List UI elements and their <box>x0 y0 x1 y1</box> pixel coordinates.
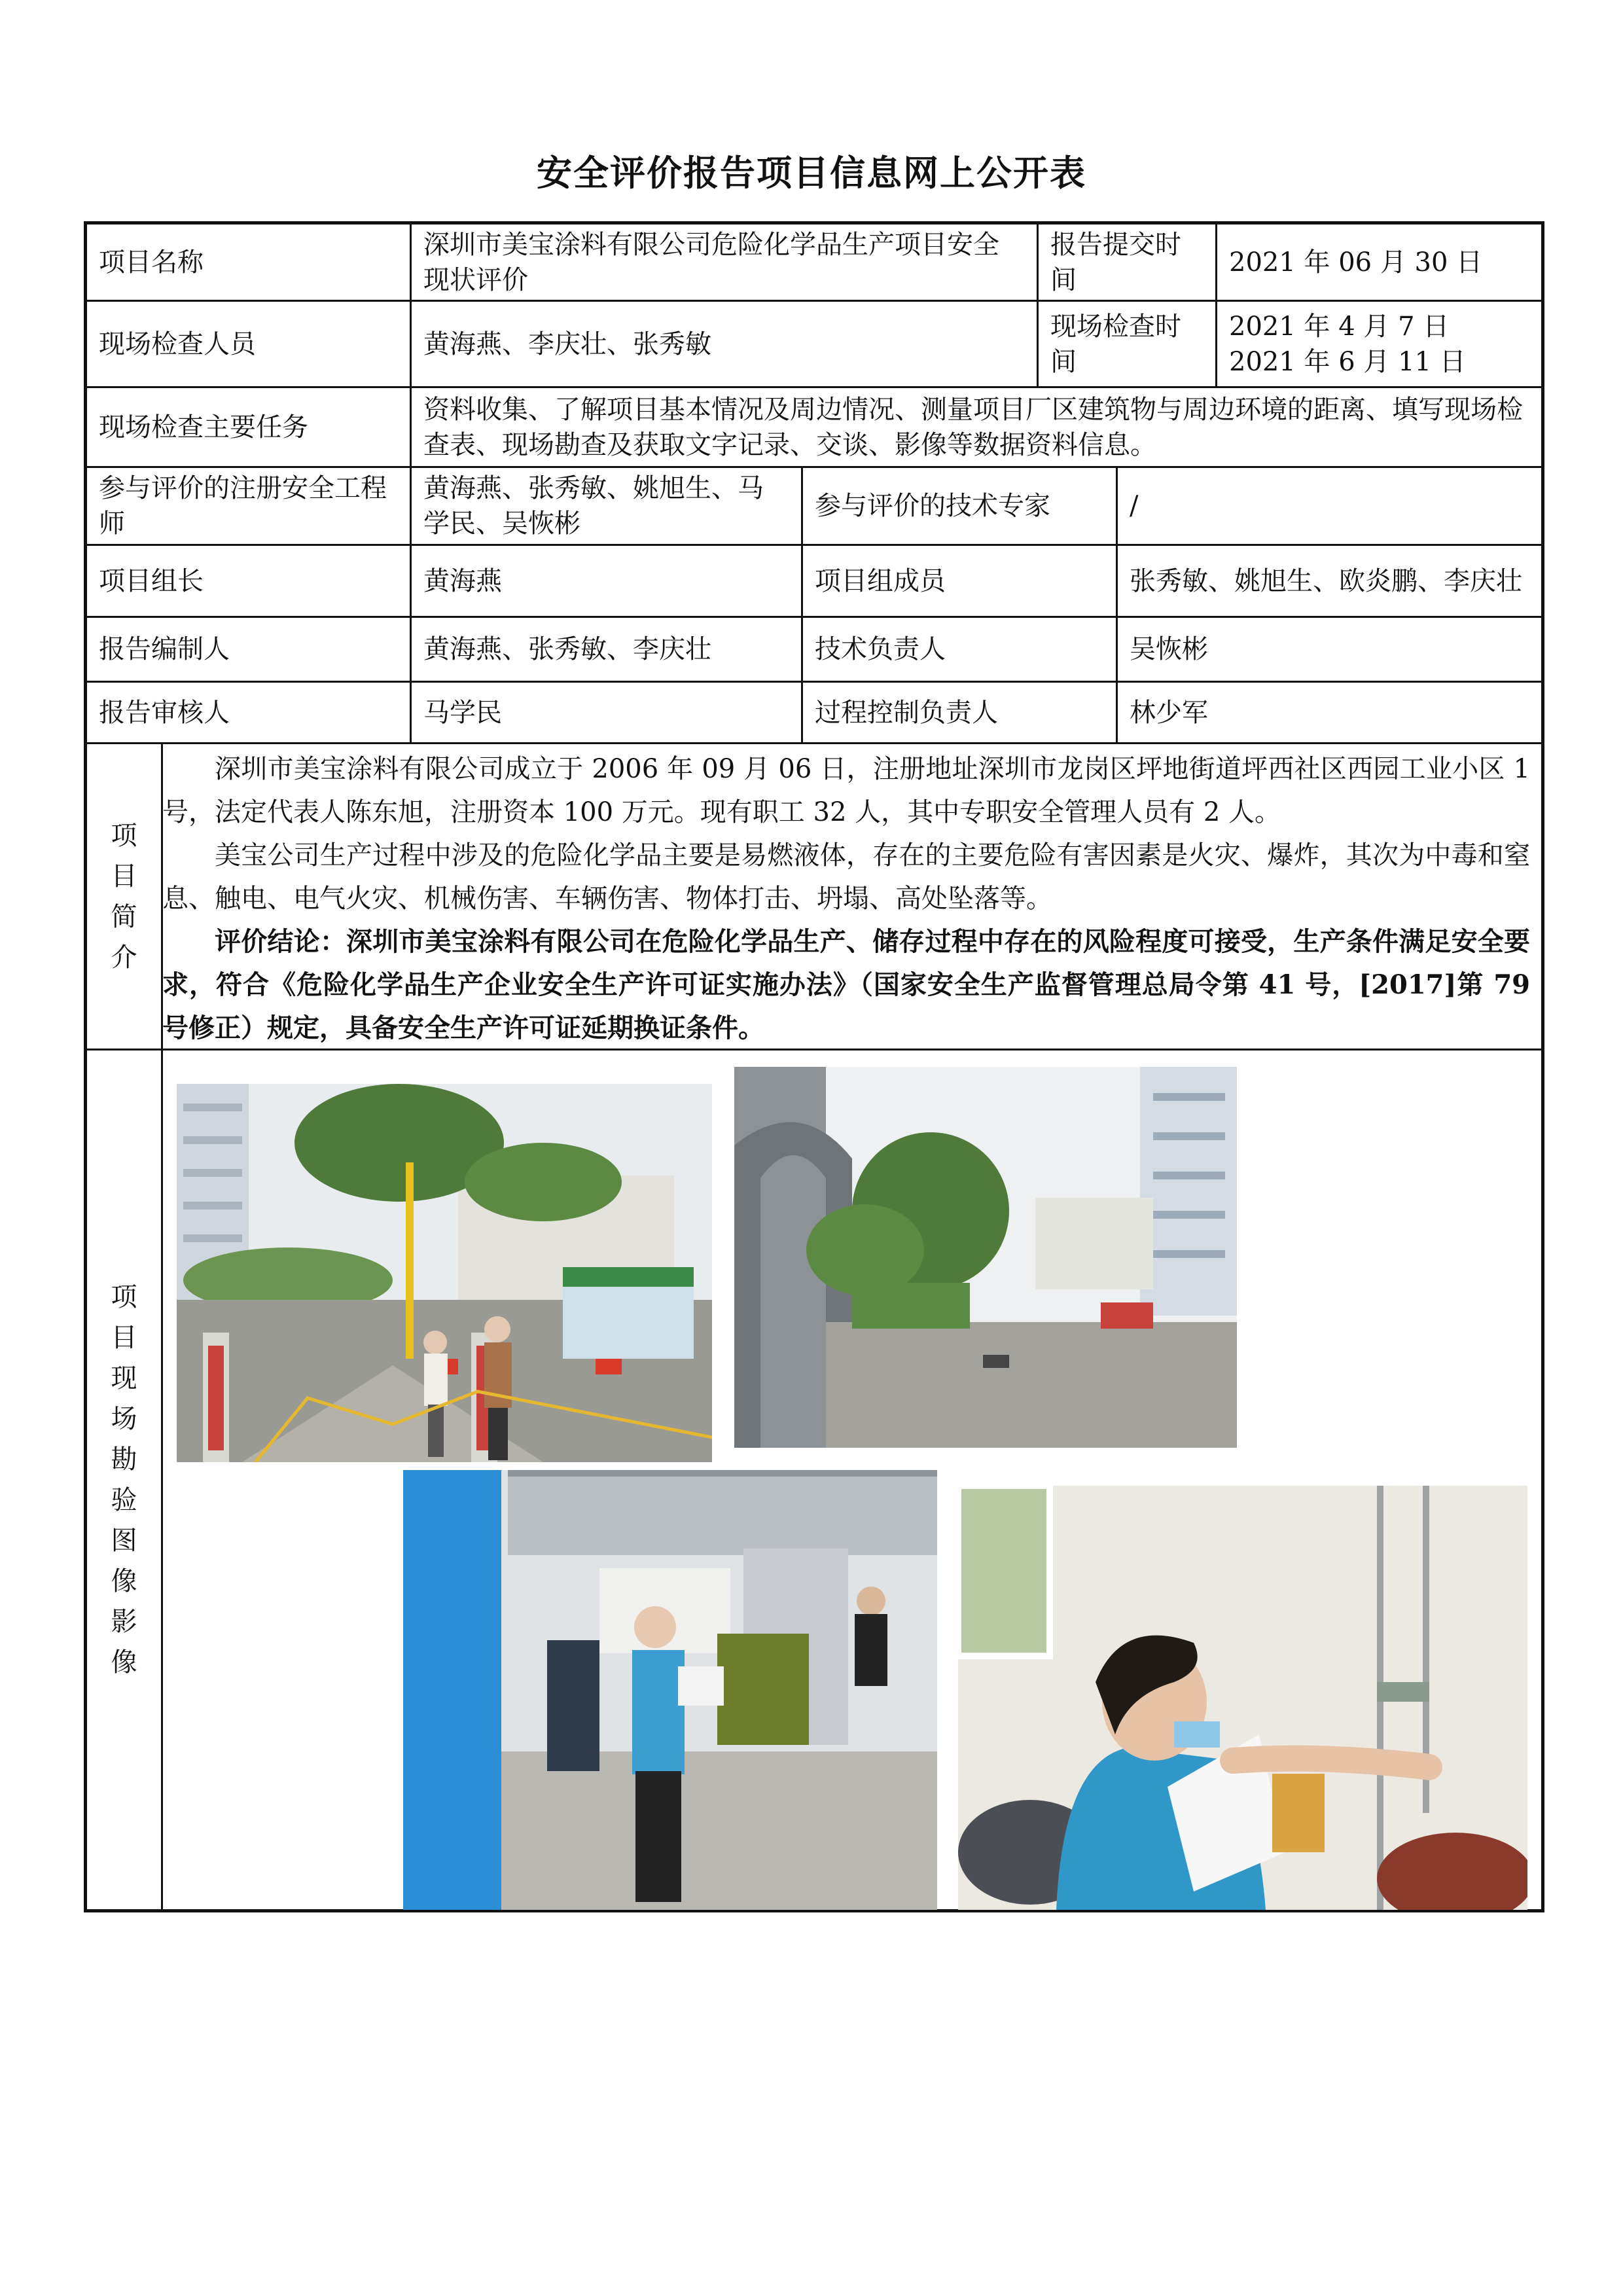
vertical-label-char: 影 <box>111 1607 137 1637</box>
label-submit-time: 报告提交时间 <box>1050 229 1181 295</box>
label-experts: 参与评价的技术专家 <box>815 491 1050 521</box>
label-tasks: 现场检查主要任务 <box>99 412 308 442</box>
vertical-label-char: 像 <box>111 1647 137 1677</box>
value-reviewer: 马学民 <box>423 697 502 728</box>
vertical-label-char: 图 <box>111 1526 137 1556</box>
value-inspection-time: 2021 年 4 月 7 日 2021 年 6 月 11 日 <box>1229 311 1466 377</box>
label-inspection-time: 现场检查时间 <box>1050 311 1181 377</box>
label-inspectors: 现场检查人员 <box>99 329 256 359</box>
site-photo-entrance <box>177 1084 712 1462</box>
value-authors: 黄海燕、张秀敏、李庆壮 <box>423 634 711 664</box>
label-tech-lead: 技术负责人 <box>815 634 946 664</box>
value-engineers: 黄海燕、张秀敏、姚旭生、马学民、吴恢彬 <box>423 473 764 539</box>
value-tech-lead: 吴恢彬 <box>1130 634 1208 664</box>
label-project-name: 项目名称 <box>99 247 204 278</box>
site-photo-inspection <box>958 1486 1527 1910</box>
site-photo-yard <box>734 1067 1237 1448</box>
page-title: 安全评价报告项目信息网上公开表 <box>537 152 1086 194</box>
label-process-lead: 过程控制负责人 <box>815 697 998 728</box>
vertical-label-char: 目 <box>111 861 137 891</box>
vertical-label-char: 勘 <box>111 1444 137 1475</box>
vertical-label-char: 像 <box>111 1566 137 1596</box>
value-experts: / <box>1130 491 1139 521</box>
vertical-label-char: 项 <box>111 1282 137 1312</box>
summary-conclusion: 评价结论：深圳市美宝涂料有限公司在危险化学品生产、储存过程中存在的风险程度可接受，生产条件满足安全要求，符合《危险化学品生产企业安全生产许可证实施办法》（国家安全生产监督管理总局令第 41 号，[2017]第 79 号修正）规定，具备安全生产许可证延期换证条件。 <box>162 926 1530 1043</box>
value-inspectors: 黄海燕、李庆壮、张秀敏 <box>423 329 711 359</box>
vertical-label-char: 目 <box>111 1323 137 1353</box>
label-members: 项目组成员 <box>815 565 946 596</box>
label-photos <box>87 1050 161 1909</box>
vertical-label-char: 现 <box>111 1363 137 1393</box>
row-divider <box>84 742 1544 744</box>
label-summary <box>87 744 161 1049</box>
project-summary <box>162 747 1530 1050</box>
value-submit-time: 2021 年 06 月 30 日 <box>1229 247 1483 278</box>
label-engineers: 参与评价的注册安全工程师 <box>99 473 387 539</box>
summary-paragraph-2: 美宝公司生产过程中涉及的危险化学品主要是易燃液体，存在的主要危险有害因素是火灾、爆炸，其次为中毒和窒息、触电、电气火灾、机械伤害、车辆伤害、物体打击、坍塌、高处坠落等。 <box>162 840 1530 914</box>
vertical-label-char: 简 <box>111 901 137 932</box>
value-process-lead: 林少军 <box>1130 697 1208 728</box>
vertical-label-char: 介 <box>111 942 137 973</box>
label-authors: 报告编制人 <box>99 634 230 664</box>
value-tasks: 资料收集、了解项目基本情况及周边情况、测量项目厂区建筑物与周边环境的距离、填写现场检查表、现场勘查及获取文字记录、交谈、影像等数据资料信息。 <box>423 394 1523 460</box>
label-reviewer: 报告审核人 <box>99 697 230 728</box>
value-leader: 黄海燕 <box>423 565 502 596</box>
vertical-label-char: 场 <box>111 1404 137 1434</box>
value-members: 张秀敏、姚旭生、欧炎鹏、李庆壮 <box>1130 565 1522 596</box>
label-leader: 项目组长 <box>99 565 204 596</box>
vertical-label-char: 验 <box>111 1485 137 1515</box>
summary-paragraph-1: 深圳市美宝涂料有限公司成立于 2006 年 09 月 06 日，注册地址深圳市龙岗区坪地街道坪西社区西园工业小区 1 号，法定代表人陈东旭，注册资本 100 万元。现有职工 32 人，其中专职安全管理人员有 2 人。 <box>162 754 1530 827</box>
value-project-name: 深圳市美宝涂料有限公司危险化学品生产项目安全现状评价 <box>423 229 999 295</box>
site-photo-warehouse <box>403 1470 937 1910</box>
vertical-label-char: 项 <box>111 820 137 851</box>
